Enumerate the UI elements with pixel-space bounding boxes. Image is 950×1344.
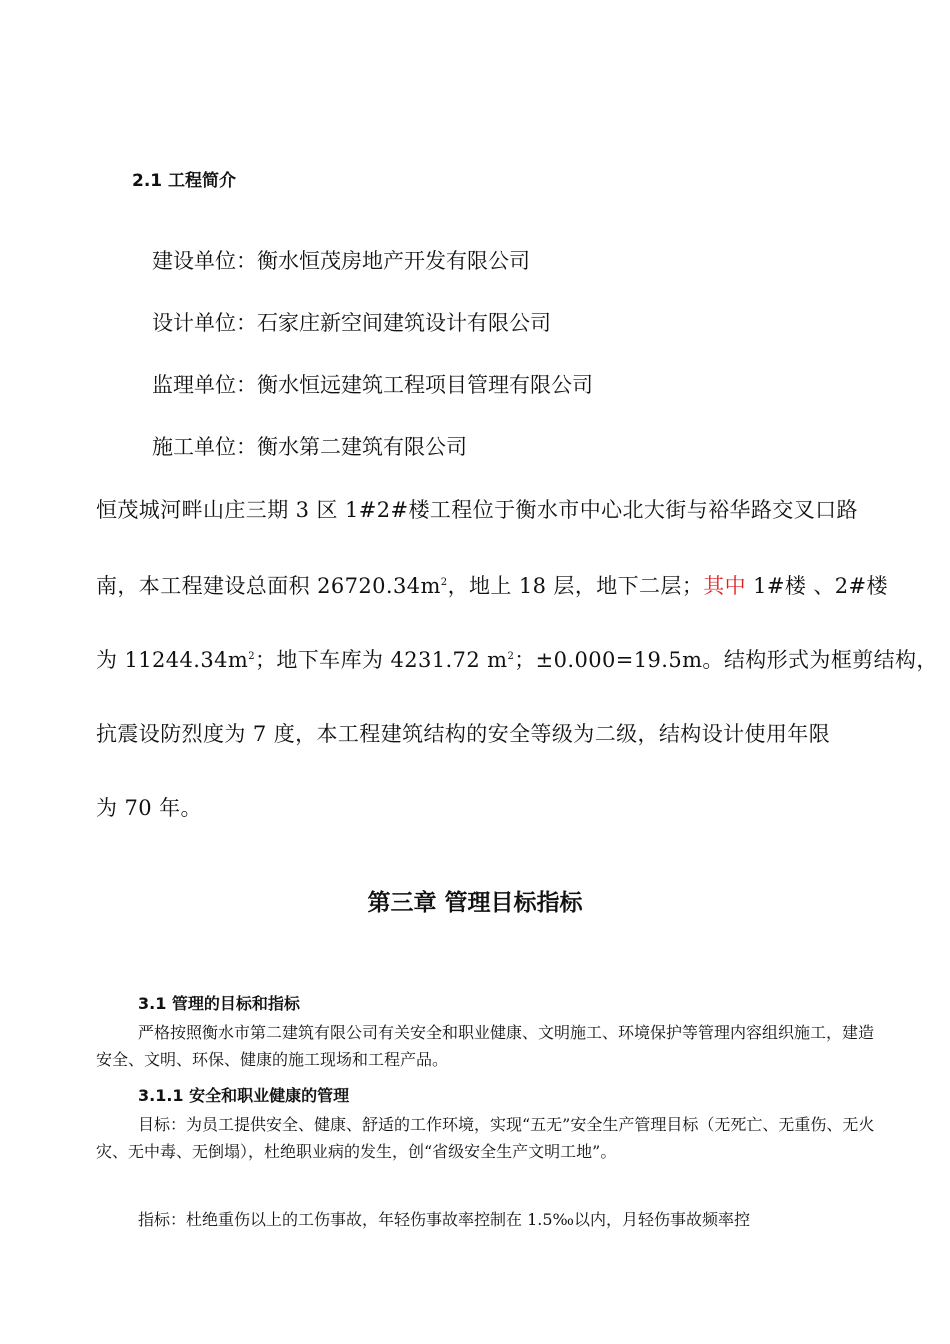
overview-text: ，地上 18 层，地下二层；: [447, 574, 704, 598]
overview-line-2: [96, 570, 888, 600]
section-3-1-1-heading: 3.1.1 安全和职业健康的管理: [138, 1086, 350, 1105]
section-3-1-1-indicator: 指标：杜绝重伤以上的工伤事故，年轻伤事故率控制在 1.5‰以内，月轻伤事故频率控: [138, 1210, 751, 1229]
designer-unit: 设计单位：石家庄新空间建筑设计有限公司: [152, 311, 551, 335]
contractor-unit: 施工单位：衡水第二建筑有限公司: [152, 435, 467, 459]
overview-line-4: 抗震设防烈度为 7 度，本工程建筑结构的安全等级为二级，结构设计使用年限: [96, 722, 831, 746]
section-3-1-1-goal: 目标：为员工提供安全、健康、舒适的工作环境，实现“五无”安全生产管理目标（无死亡、无重伤、无火灾、无中毒、无倒塌），杜绝职业病的发生，创“省级安全生产文明工地”。: [96, 1115, 875, 1161]
chapter-3-title: 第三章 管理目标指标: [367, 890, 583, 916]
overview-text: 为 11244.34m: [96, 648, 249, 672]
overview-text: 1#楼 、2#楼: [746, 574, 888, 598]
overview-line-3: [96, 644, 938, 674]
overview-text: ；地下车库为 4231.72 m: [254, 648, 508, 672]
overview-text: 南，本工程建设总面积 26720.34m: [96, 574, 441, 598]
supervisor-unit: 监理单位：衡水恒远建筑工程项目管理有限公司: [152, 373, 593, 397]
superscript: 2: [440, 577, 448, 588]
section-2-1-heading: 2.1 工程简介: [132, 171, 237, 191]
highlight-text: 其中: [703, 574, 747, 598]
section-3-1-body: 严格按照衡水市第二建筑有限公司有关安全和职业健康、文明施工、环境保护等管理内容组织施工，建造安全、文明、环保、健康的施工现场和工程产品。: [96, 1023, 875, 1069]
builder-unit: 建设单位：衡水恒茂房地产开发有限公司: [152, 249, 530, 273]
section-3-1-heading: 3.1 管理的目标和指标: [138, 994, 300, 1013]
superscript: 2: [507, 651, 515, 662]
overview-line-1: 恒茂城河畔山庄三期 3 区 1#2#楼工程位于衡水市中心北大街与裕华路交叉口路: [96, 498, 858, 522]
overview-line-5: 为 70 年。: [96, 796, 202, 820]
overview-text: ；±0.000=19.5m。结构形式为框剪结构，: [514, 648, 938, 672]
superscript: 2: [248, 651, 255, 662]
